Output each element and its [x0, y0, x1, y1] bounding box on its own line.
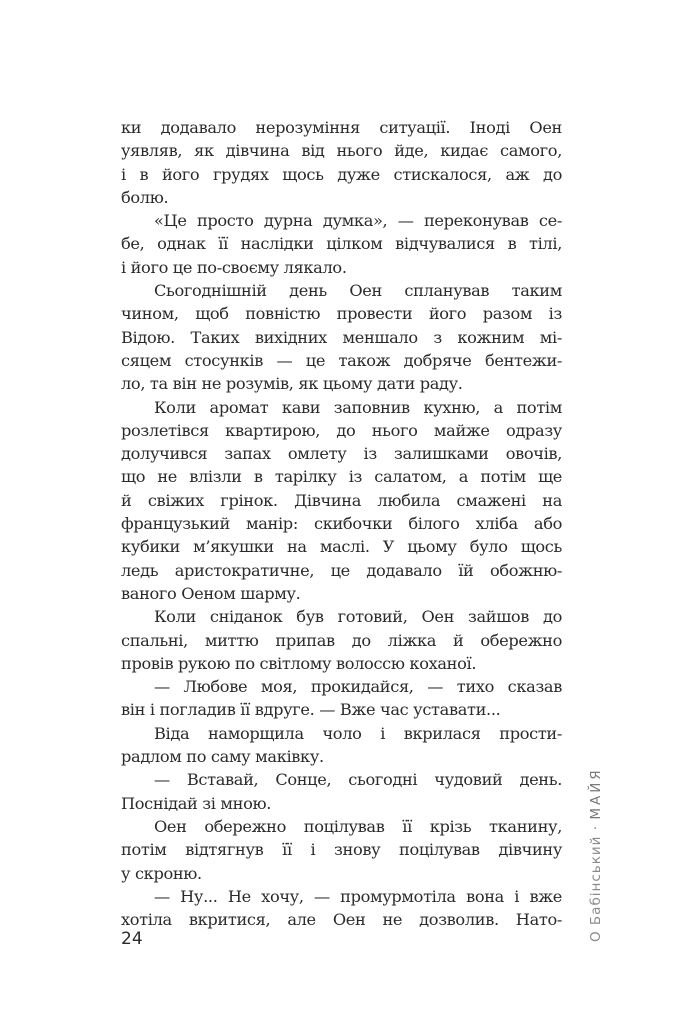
page-number: 24: [121, 929, 143, 949]
text-line: чином, щоб повністю провести його разом із: [121, 304, 562, 324]
text-line: Віда наморщила чоло і вкрилася прости-: [154, 723, 562, 743]
text-line: — Любове моя, прокидайся, — тихо сказав: [154, 677, 562, 697]
text-line: бе, однак її наслідки цілком відчувалися в тілі,: [121, 234, 562, 254]
text-line: що не влізли в тарілку із салатом, а потім ще: [121, 467, 562, 487]
text-line: Коли сніданок був готовий, Оен зайшов до: [154, 607, 562, 627]
text-line: ледь аристократичне, це додавало їй обожню-: [121, 560, 562, 580]
running-head-author: О Бабінський: [588, 835, 604, 942]
text-line: сяцем стосунків — це також добряче бентежи-: [121, 350, 562, 370]
page-body: [121, 116, 562, 931]
text-line: — Ну... Не хочу, — промурмотіла вона і вже: [154, 886, 562, 906]
text-line: — Вставай, Сонце, сьогодні чудовий день.: [154, 770, 562, 790]
text-line: болю.: [121, 187, 169, 207]
text-line: Оен обережно поцілував її крізь тканину,: [154, 816, 562, 836]
text-line: провів рукою по світлому волоссю коханої.: [121, 653, 477, 673]
running-head-separator: ·: [588, 824, 604, 831]
text-line: радлом по саму маківку.: [121, 747, 324, 767]
text-line: і в його грудях щось дуже стискалося, аж до: [121, 164, 562, 184]
text-line: кубики м’якушки на маслі. У цьому було щось: [121, 537, 562, 557]
text-line: уявляв, як дівчина від нього йде, кидає самого,: [121, 141, 562, 161]
text-line: потім відтягнув її і знову поцілував дівчину: [121, 840, 562, 860]
text-line: й свіжих грінок. Дівчина любила смажені на: [121, 490, 562, 510]
text-line: ваного Оеном шарму.: [121, 583, 301, 603]
text-line: розлетівся квартирою, до нього майже одразу: [121, 420, 562, 440]
text-line: Поснідай зі мною.: [121, 793, 272, 813]
text-line: «Це просто дурна думка», — переконував се-: [154, 211, 562, 231]
text-line: він і погладив її вдруге. — Вже час уставати...: [121, 700, 501, 720]
text-line: долучився запах омлету із залишками овочів,: [121, 444, 562, 464]
text-line: хотіла вкритися, але Оен не дозволив. Нато-: [121, 910, 562, 930]
running-head-title: МАЙЯ: [588, 767, 604, 820]
running-head: [586, 762, 606, 942]
text-line: у скроню.: [121, 863, 202, 883]
text-line: Коли аромат кави заповнив кухню, а потім: [154, 397, 562, 417]
text-line: спальні, миттю припав до ліжка й обережно: [121, 630, 562, 650]
text-line: ки додавало нерозуміння ситуації. Іноді Оен: [121, 118, 562, 137]
text-line: і його це по-своєму лякало.: [121, 257, 347, 277]
text-line: ло, та він не розумів, як цьому дати раду.: [121, 374, 463, 394]
text-line: французький манір: скибочки білого хліба або: [121, 514, 562, 534]
text-line: Сьогоднішній день Оен спланував таким: [154, 281, 562, 301]
text-line: Відою. Таких вихідних меншало з кожним мі-: [121, 327, 562, 347]
